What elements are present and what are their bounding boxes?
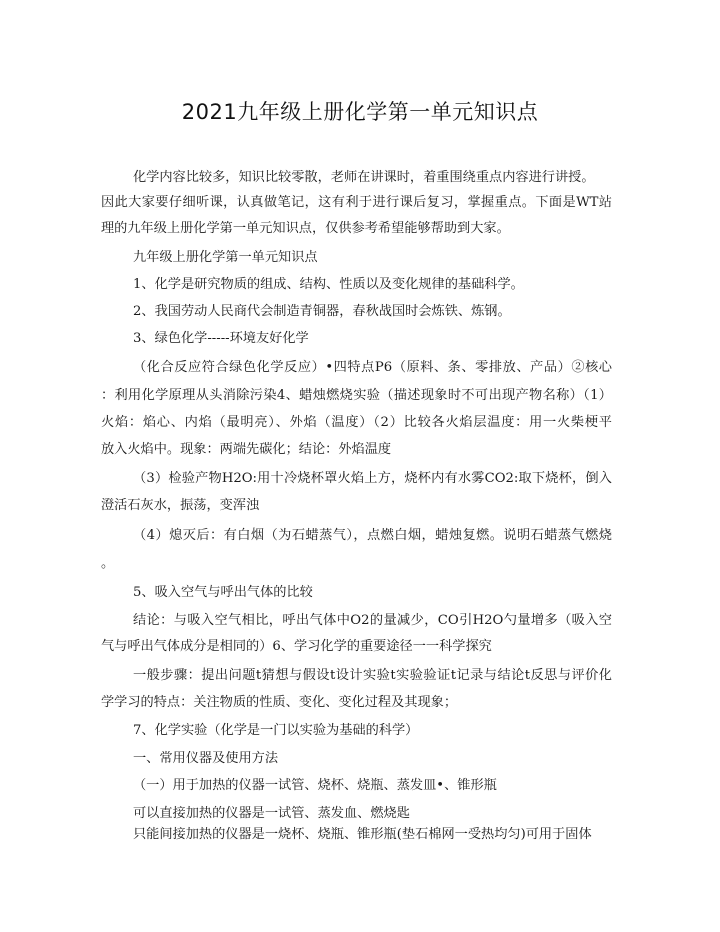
paragraph-line: 澄活石灰水，振荡，变浑浊 [101,498,260,513]
section-heading: 九年级上册化学第一单元知识点 [133,250,318,265]
paragraph-line: 可以直接加热的仪器是一试管、蒸发血、燃烧匙 [133,806,410,821]
paragraph-line: （3）检验产物H2O:用十冷烧杯罩火焰上方，烧杯内有水雾CO2:取下烧杯，倒入 [133,471,612,486]
paragraph-line: 只能间接加热的仪器是一烧杯、烧瓶、锥形瓶(垫石棉网一受热均匀)可用于固体 [133,827,592,842]
paragraph-line: 。 [101,556,115,571]
paragraph-line: 化学内容比较多，知识比较零散，老师在讲课时，着重围绕重点内容进行讲授。 [133,170,595,185]
paragraph-line: 7、化学实验（化学是一门以实验为基础的科学） [133,723,419,738]
paragraph-line: ：利用化学原理从头消除污染4、蜡烛燃烧实验（描述现象时不可出现产物名称）（1） [101,388,612,403]
paragraph-line: 2、我国劳动人民商代会制造青铜器，春秋战国时会炼铁、炼钢。 [133,304,511,319]
paragraph-line: （化合反应符合绿色化学反应）•四特点P6（原料、条、零排放、产品）②核心 [133,360,612,375]
paragraph-line: 因此大家要仔细听课，认真做笔记，这有利于进行课后复习，掌握重点。下面是WT站 [101,195,612,210]
paragraph-line: 5、吸入空气与呼出气体的比较 [133,585,313,600]
paragraph-line: 放入火焰中。现象：两端先碳化；结论：外焰温度 [101,442,392,457]
paragraph-line: 一般步骤：提出问题t猜想与假设t设计实验t实验验证t记录与结论t反思与评价化 [133,668,612,683]
paragraph-line: 气与呼出气体成分是相同的）6、学习化学的重要途径一一科学探究 [101,639,492,654]
paragraph-line: 3、绿色化学-----环境友好化学 [133,331,309,346]
section-heading: 一、常用仪器及使用方法 [133,751,279,766]
paragraph-line: 1、化学是研究物质的组成、结构、性质以及变化规律的基础科学。 [133,277,524,292]
paragraph-line: （一）用于加热的仪器一试管、烧杯、烧瓶、蒸发皿•、锥形瓶 [133,778,497,793]
paragraph-line: 学学习的特点：关注物质的性质、变化、变化过程及其现象； [101,695,458,710]
paragraph-line: 火焰：焰心、内焰（最明亮）、外焰（温度）（2）比较各火焰层温度：用一火柴梗平 [101,415,612,430]
page-title: 2021九年级上册化学第一单元知识点 [181,100,539,124]
paragraph-line: （4）熄灭后：有白烟（为石蜡蒸气），点燃白烟，蜡烛复燃。说明石蜡蒸气燃烧 [133,528,612,543]
paragraph-line: 理的九年级上册化学第一单元知识点，仅供参考希望能够帮助到大家。 [101,221,510,236]
paragraph-line: 结论：与吸入空气相比，呼出气体中O2的量减少，CO引H2O勺量增多（吸入空 [133,613,612,628]
